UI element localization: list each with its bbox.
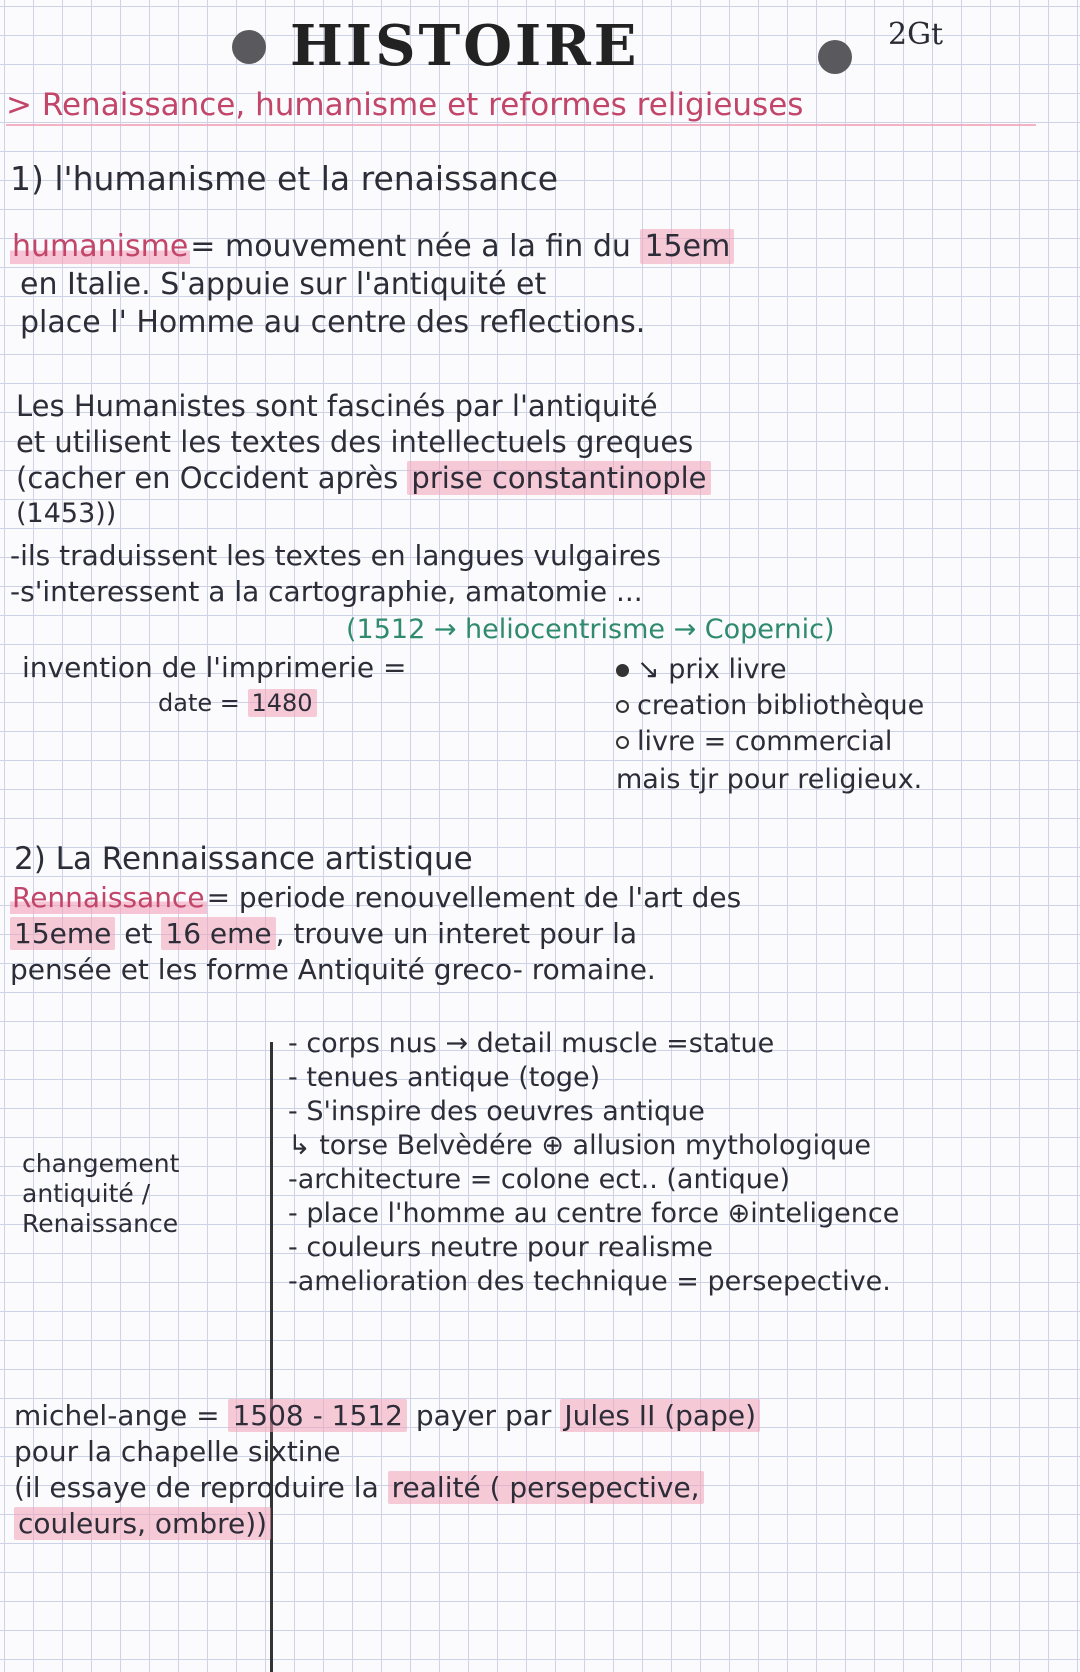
humanisme-term: humanisme xyxy=(12,229,189,264)
couleurs-highlight: couleurs, ombre)) xyxy=(14,1507,271,1540)
date-label: date = xyxy=(158,689,240,717)
chapter-title-text: > Renaissance, humanisme et reformes religieuses xyxy=(6,87,804,123)
renaissance-def-line2 xyxy=(10,918,637,950)
renaissance-def-line1 xyxy=(10,882,741,914)
list-item: - place l'homme au centre force ⊕inteligence xyxy=(288,1198,900,1229)
michelange-line2: pour la chapelle sixtine xyxy=(14,1435,341,1468)
humanisme-def-text: = mouvement née a la fin du xyxy=(190,229,631,264)
class-tag: 2Gt xyxy=(888,17,944,52)
humanistes-para-text: (cacher en Occident après xyxy=(16,461,399,495)
list-item: - couleurs neutre pour realisme xyxy=(288,1232,713,1263)
century-16eme: 16 eme xyxy=(161,917,275,950)
brace-label-line3: Renaissance xyxy=(22,1209,179,1238)
century-15: 15em xyxy=(640,229,734,264)
chapter-title xyxy=(6,88,1036,126)
bullet-interessent: -s'interessent a la cartographie, amatomie ... xyxy=(10,575,643,608)
bullet-dot xyxy=(616,736,629,749)
list-item: ↳ torse Belvèdére ⊕ allusion mythologique xyxy=(288,1130,872,1161)
imprimerie-date-row xyxy=(158,690,317,718)
michelange-line3-text: (il essaye de reproduire la xyxy=(14,1471,379,1504)
list-item: -amelioration des technique = persepective. xyxy=(288,1266,891,1297)
bullet-traduisent: -ils traduissent les textes en langues vulgaires xyxy=(10,539,661,572)
humanistes-para-line2: et utilisent les textes des intellectuels greques xyxy=(16,425,694,459)
list-item: - S'inspire des oeuvres antique xyxy=(288,1096,705,1127)
def-line2-tail: , trouve un interet pour la xyxy=(275,917,638,950)
renaissance-term: Rennaissance xyxy=(12,881,205,914)
humanistes-para-line4: (1453)) xyxy=(16,498,117,529)
imprimerie-label: invention de l'imprimerie = xyxy=(22,651,407,684)
effect-prix-text: ↘ prix livre xyxy=(637,654,787,685)
effect-bibliotheque xyxy=(616,690,924,721)
title-dot-left xyxy=(232,30,266,64)
brace-label-line1: changement xyxy=(22,1149,180,1178)
humanistes-para-line1: Les Humanistes sont fascinés par l'antiquité xyxy=(16,389,658,423)
michelange-label: michel-ange = xyxy=(14,1399,220,1432)
renaissance-def-line3: pensée et les forme Antiquité greco- romaine. xyxy=(10,953,656,986)
effect-commercial-text: livre = commercial xyxy=(637,726,893,757)
humanisme-definition-line3: place l' Homme au centre des reflections. xyxy=(20,305,646,340)
date-1480: 1480 xyxy=(248,689,317,717)
century-15eme: 15eme xyxy=(10,917,115,950)
bullet-dot xyxy=(616,664,629,677)
bullet-dot xyxy=(616,700,629,713)
section2-heading: 2) La Rennaissance artistique xyxy=(14,841,473,877)
left-brace xyxy=(270,1042,283,1672)
constantinople-highlight: prise constantinople xyxy=(407,461,710,495)
michelange-dates: 1508 - 1512 xyxy=(228,1399,406,1432)
michelange-line3 xyxy=(14,1472,704,1504)
brace-label-line2: antiquité / xyxy=(22,1179,151,1208)
heliocentrisme-note: (1512 → heliocentrisme → Copernic) xyxy=(346,614,835,645)
effect-bibliotheque-text: creation bibliothèque xyxy=(637,690,925,721)
michelange-line4 xyxy=(14,1508,271,1540)
renaissance-def-text: = periode renouvellement de l'art des xyxy=(206,881,742,914)
realite-highlight: realité ( persepective, xyxy=(388,1471,704,1504)
page-title: HISTOIRE xyxy=(290,13,640,79)
humanisme-definition-line2: en Italie. S'appuie sur l'antiquité et xyxy=(20,267,547,302)
effect-commercial xyxy=(616,726,892,757)
humanisme-definition-line1 xyxy=(10,230,734,265)
michelange-payer: payer par xyxy=(415,1399,552,1432)
title-dot-right xyxy=(818,40,852,74)
list-item: - corps nus → detail muscle =statue xyxy=(288,1028,775,1059)
humanistes-para-line3 xyxy=(16,462,711,495)
effect-prix xyxy=(616,654,787,685)
section1-heading: 1) l'humanisme et la renaissance xyxy=(10,159,559,198)
patron-highlight: Jules II (pape) xyxy=(560,1399,760,1432)
michelange-line1 xyxy=(14,1400,760,1432)
list-item: - tenues antique (toge) xyxy=(288,1062,601,1093)
list-item: -architecture = colone ect.. (antique) xyxy=(288,1164,791,1195)
effect-religieux: mais tjr pour religieux. xyxy=(616,764,923,795)
def-et: et xyxy=(124,917,153,950)
